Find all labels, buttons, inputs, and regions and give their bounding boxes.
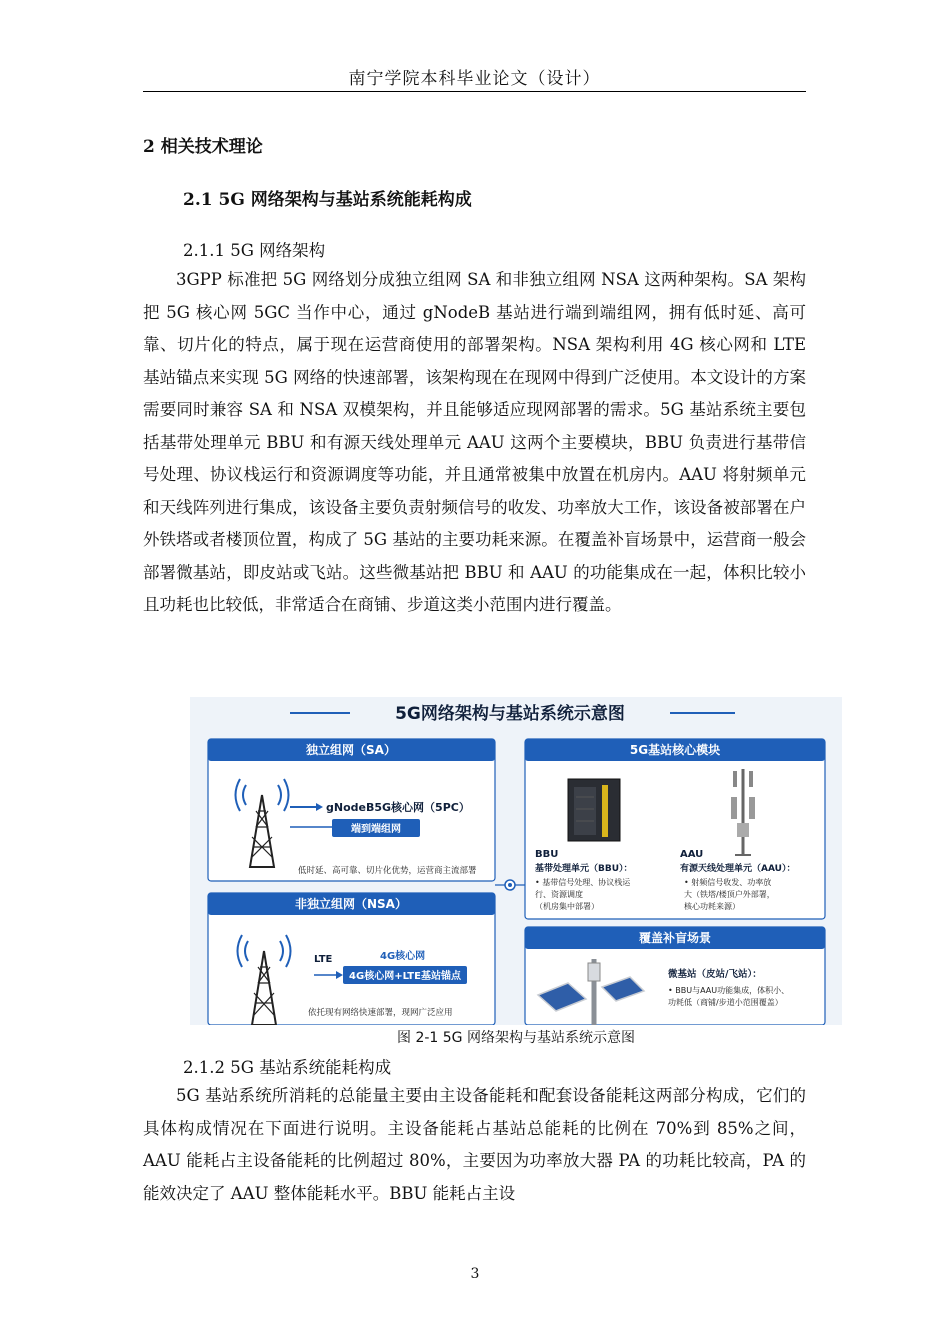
- architecture-diagram: [190, 697, 842, 1025]
- sa-core-label: gNodeB5G核心网（5PC）: [326, 801, 470, 814]
- subsubsection-heading-1: 2.1.1 5G 网络架构: [183, 241, 326, 260]
- bbu-label: BBU: [535, 849, 559, 860]
- coverage-desc-1: • BBU与AAU功能集成，体积小、: [668, 986, 790, 995]
- bbu-desc-3: （机房集中部署）: [535, 902, 599, 911]
- sa-note: 低时延、高可靠、切片化优势，运营商主流部署: [298, 866, 477, 876]
- aau-desc-2: 大（铁塔/楼顶户外部署，: [684, 890, 775, 899]
- sa-tag: 端到端组网: [351, 824, 401, 835]
- bbu-title: 基带处理单元（BBU）：: [535, 864, 633, 874]
- nsa-panel: [208, 893, 495, 1025]
- section-heading: 2 相关技术理论: [143, 137, 263, 157]
- subsubsection-heading-2: 2.1.2 5G 基站系统能耗构成: [183, 1058, 392, 1077]
- aau-desc-1: • 射频信号收发、功率放: [684, 878, 772, 887]
- coverage-panel: [525, 927, 825, 1025]
- figure-diagram: [190, 697, 842, 1025]
- modules-header: 5G基站核心模块: [629, 743, 721, 757]
- connector-dot: [508, 883, 512, 887]
- modules-panel: [525, 739, 825, 919]
- header-rule: [143, 91, 806, 92]
- sa-header: 独立组网（SA）: [306, 743, 396, 757]
- coverage-title: 微基站（皮站/飞站）：: [668, 969, 762, 980]
- nsa-tag: 4G核心网+LTE基站锚点: [349, 971, 461, 982]
- nsa-note: 依托现有网络快速部署，现网广泛应用: [308, 1008, 453, 1018]
- coverage-desc-2: 功耗低（商铺/步道小范围覆盖）: [668, 998, 783, 1007]
- nsa-header: 非独立组网（NSA）: [295, 897, 407, 911]
- aau-desc-3: 核心功耗来源）: [684, 902, 740, 911]
- body-paragraph-2: 5G 基站系统所消耗的总能量主要由主设备能耗和配套设备能耗这两部分构成，它们的具体构成情况在下面进行说明。主设备能耗占基站总能耗的比例在 70%到 85%之间，AAU 能耗占主设备能耗的比例超过 80%，主要因为功率放大器 PA 的功耗比较高，PA 的能效决定了 AAU 整体能耗水平。BBU 能耗占主设: [143, 1086, 806, 1203]
- body-paragraph-1: 3GPP 标准把 5G 网络划分成独立组网 SA 和非独立组网 NSA 这两种架构。SA 架构把 5G 核心网 5GC 当作中心，通过 gNodeB 基站进行端到端组网，拥有低时延、高可靠、切片化的特点，属于现在运营商使用的部署架构。NSA 架构利用 4G 核心网和 LTE 基站锚点来实现 5G 网络的快速部署，该架构现在在现网中得到广泛使用。本文设计的方案需要同时兼容 SA 和 NSA 双模架构，并且能够适应现网部署的需求。5G 基站系统主要包括基带处理单元 BBU 和有源天线处理单元 AAU 这两个主要模块，BBU 负责进行基带信号处理、协议栈运行和资源调度等功能，并且通常被集中放置在机房内。AAU 将射频单元和天线阵列进行集成，该设备主要负责射频信号的收发、功率放大工作，该设备被部署在户外铁塔或者楼顶位置，构成了 5G 基站的主要功耗来源。在覆盖补盲场景中，运营商一般会部署微基站，即皮站或飞站。这些微基站把 BBU 和 AAU 的功能集成在一起，体积比较小且功耗也比较低，非常适合在商铺、步道这类小范围内进行覆盖。: [143, 270, 806, 614]
- page-number: 3: [470, 1266, 480, 1282]
- figure-title: 5G网络架构与基站系统示意图: [395, 704, 625, 724]
- figure-caption: 图 2-1 5G 网络架构与基站系统示意图: [397, 1030, 635, 1046]
- nsa-core-label: 4G核心网: [380, 951, 426, 962]
- nsa-lte-label: LTE: [314, 954, 333, 965]
- sa-panel: [208, 739, 495, 881]
- bbu-cabinet-icon: [568, 779, 620, 841]
- bbu-desc-1: • 基带信号处理、协议栈运: [535, 878, 631, 887]
- bbu-desc-2: 行、资源调度: [535, 890, 583, 899]
- coverage-header: 覆盖补盲场景: [638, 931, 712, 945]
- aau-title: 有源天线处理单元（AAU）：: [680, 864, 796, 874]
- running-header: 南宁学院本科毕业论文（设计）: [348, 69, 601, 89]
- subsection-heading: 2.1 5G 网络架构与基站系统能耗构成: [183, 190, 472, 210]
- aau-label: AAU: [680, 849, 704, 860]
